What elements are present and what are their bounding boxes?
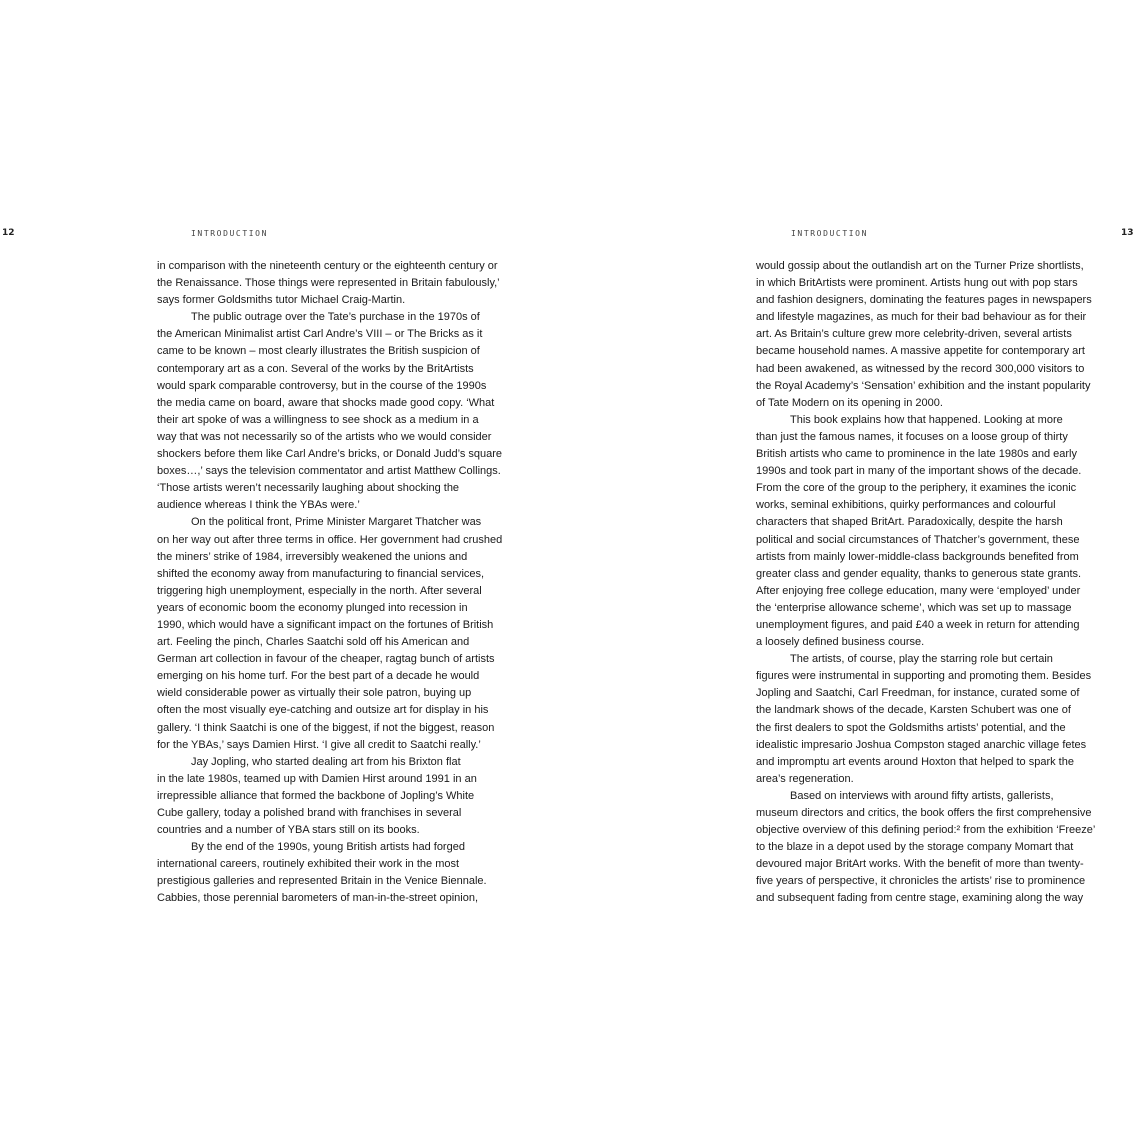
text-line: in comparison with the nineteenth century or the eighteenth century or xyxy=(157,260,498,272)
text-line: art. As Britain’s culture grew more celebrity-driven, several artists xyxy=(756,328,1072,341)
text-line: 1990s and took part in many of the important shows of the decade. xyxy=(756,465,1082,478)
text-line: the American Minimalist artist Carl Andre’s VIII – or The Bricks as it xyxy=(157,328,483,341)
text-line: had been awakened, as witnessed by the record 300,000 visitors to xyxy=(756,362,1085,375)
left-page-text xyxy=(157,258,507,908)
text-line: After enjoying free college education, many were ‘employed’ under xyxy=(756,584,1081,597)
text-line: the landmark shows of the decade, Karsten Schubert was one of xyxy=(756,704,1071,717)
text-line: the media came on board, aware that shocks made good copy. ‘What xyxy=(157,396,495,409)
text-line: international careers, routinely exhibited their work in the most xyxy=(157,858,460,871)
text-line: often the most visually eye-catching and outsize art for display in his xyxy=(157,704,489,717)
text-line: emerging on his home turf. For the best part of a decade he would xyxy=(157,670,480,683)
text-line: the miners’ strike of 1984, irreversibly weakened the unions and xyxy=(157,550,468,563)
text-line: British artists who came to prominence in the late 1980s and early xyxy=(756,448,1077,461)
text-line: Jay Jopling, who started dealing art from his Brixton flat xyxy=(191,755,461,768)
running-head-left: INTRODUCTION xyxy=(191,229,268,238)
text-line: and impromptu art events around Hoxton that helped to spark the xyxy=(756,755,1074,768)
text-line: The public outrage over the Tate’s purchase in the 1970s of xyxy=(191,311,480,324)
running-head-right: INTRODUCTION xyxy=(791,229,868,238)
text-line: From the core of the group to the periphery, it examines the iconic xyxy=(756,482,1077,495)
text-line: five years of perspective, it chronicles the artists’ rise to prominence xyxy=(756,875,1086,888)
text-line: Based on interviews with around fifty artists, gallerists, xyxy=(790,789,1054,802)
text-line: a loosely defined business course. xyxy=(756,636,925,649)
text-line: in the late 1980s, teamed up with Damien Hirst around 1991 in an xyxy=(157,772,477,785)
text-line: and lifestyle magazines, as much for their bad behaviour as for their xyxy=(756,311,1087,324)
text-line: 1990, which would have a significant impact on the fortunes of British xyxy=(157,618,494,631)
text-line: the Renaissance. Those things were represented in Britain fabulously,’ xyxy=(157,277,500,290)
text-line: to the blaze in a depot used by the storage company Momart that xyxy=(756,841,1074,854)
text-line: devoured major BritArt works. With the benefit of more than twenty- xyxy=(756,858,1084,871)
text-line: objective overview of this defining period:² from the exhibition ‘Freeze’ xyxy=(756,824,1096,837)
text-line: shockers before them like Carl Andre’s bricks, or Donald Judd’s square xyxy=(157,448,503,461)
text-line: years of economic boom the economy plunged into recession in xyxy=(157,601,468,614)
text-line: unemployment figures, and paid £40 a week in return for attending xyxy=(756,618,1080,631)
text-line: German art collection in favour of the cheaper, ragtag bunch of artists xyxy=(157,653,495,666)
text-line: The artists, of course, play the starring role but certain xyxy=(790,653,1053,666)
text-line: Jopling and Saatchi, Carl Freedman, for instance, curated some of xyxy=(756,687,1080,700)
text-line: art. Feeling the pinch, Charles Saatchi sold off his American and xyxy=(157,636,470,649)
text-line: their art spoke of was a willingness to see shock as a medium in a xyxy=(157,413,479,426)
text-line: than just the famous names, it focuses on a loose group of thirty xyxy=(756,430,1068,443)
text-line: characters that shaped BritArt. Paradoxically, despite the harsh xyxy=(756,516,1063,529)
text-line: says former Goldsmiths tutor Michael Craig-Martin. xyxy=(157,294,406,307)
text-line: This book explains how that happened. Looking at more xyxy=(790,413,1063,426)
text-line: the first dealers to spot the Goldsmiths artists’ potential, and the xyxy=(756,721,1066,734)
page-number-right: 13 xyxy=(1121,228,1134,238)
text-line: museum directors and critics, the book offers the first comprehensive xyxy=(756,807,1092,819)
text-line: By the end of the 1990s, young British artists had forged xyxy=(191,841,465,854)
text-line: idealistic impresario Joshua Compston staged anarchic village fetes xyxy=(756,738,1087,751)
text-line: greater class and gender equality, thanks to generous state grants. xyxy=(756,567,1082,580)
text-line: artists from mainly lower-middle-class backgrounds benefited from xyxy=(756,550,1079,563)
text-line: triggering high unemployment, especially in the north. After several xyxy=(157,584,482,597)
text-line: Cabbies, those perennial barometers of man-in-the-street opinion, xyxy=(157,892,479,905)
text-line: and subsequent fading from centre stage, examining along the way xyxy=(756,892,1084,905)
text-line: became household names. A massive appetite for contemporary art xyxy=(756,345,1085,358)
text-line: ‘Those artists weren’t necessarily laughing about shocking the xyxy=(157,482,460,495)
text-line: would spark comparable controversy, but in the course of the 1990s xyxy=(157,379,487,392)
text-line: political and social circumstances of Thatcher’s government, these xyxy=(756,533,1080,546)
text-line: shifted the economy away from manufacturing to financial services, xyxy=(157,567,485,580)
text-line: came to be known – most clearly illustrates the British suspicion of xyxy=(157,345,480,358)
text-line: contemporary art as a con. Several of the works by the BritArtists xyxy=(157,362,474,375)
text-line: On the political front, Prime Minister Margaret Thatcher was xyxy=(191,516,482,529)
text-line: the Royal Academy’s ‘Sensation’ exhibition and the instant popularity xyxy=(756,379,1091,392)
text-line: irrepressible alliance that formed the backbone of Jopling’s White xyxy=(157,789,475,802)
text-line: audience whereas I think the YBAs were.’ xyxy=(157,499,360,512)
page-number-left: 12 xyxy=(2,228,15,238)
text-line: prestigious galleries and represented Britain in the Venice Biennale. xyxy=(157,875,487,888)
text-line: gallery. ‘I think Saatchi is one of the biggest, if not the biggest, reason xyxy=(157,721,495,734)
text-line: in which BritArtists were prominent. Artists hung out with pop stars xyxy=(756,277,1078,290)
text-line: area’s regeneration. xyxy=(756,772,854,785)
text-line: and fashion designers, dominating the features pages in newspapers xyxy=(756,294,1092,307)
text-line: on her way out after three terms in office. Her government had crushed xyxy=(157,533,503,546)
text-line: of Tate Modern on its opening in 2000. xyxy=(756,396,943,409)
text-line: way that was not necessarily so of the artists who we would consider xyxy=(157,430,492,443)
text-line: countries and a number of YBA stars still on its books. xyxy=(157,824,420,837)
text-line: Cube gallery, today a polished brand with franchises in several xyxy=(157,807,462,819)
text-line: boxes…,’ says the television commentator and artist Matthew Collings. xyxy=(157,465,501,478)
right-page-text xyxy=(756,258,1106,908)
text-line: the ‘enterprise allowance scheme’, which was set up to massage xyxy=(756,601,1072,614)
text-line: for the YBAs,’ says Damien Hirst. ‘I give all credit to Saatchi really.’ xyxy=(157,738,481,751)
text-line: works, seminal exhibitions, quirky performances and colourful xyxy=(756,499,1056,512)
text-line: wield considerable power as virtually their sole patron, buying up xyxy=(157,687,472,700)
text-line: figures were instrumental in supporting and promoting them. Besides xyxy=(756,670,1092,683)
text-line: would gossip about the outlandish art on the Turner Prize shortlists, xyxy=(756,260,1084,272)
